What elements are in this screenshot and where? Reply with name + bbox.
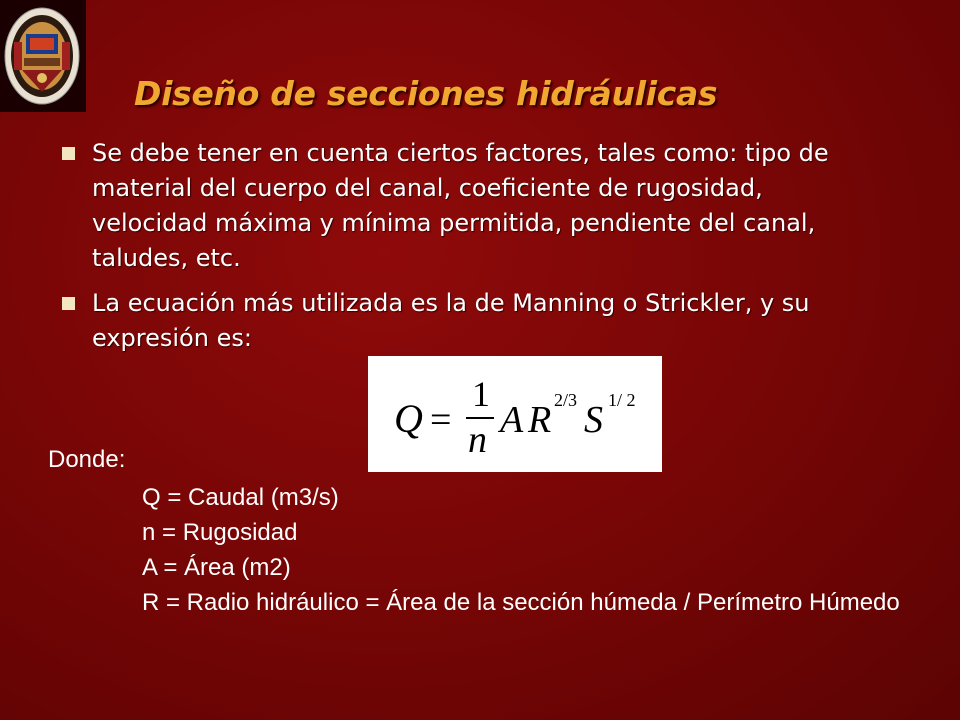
definition-list — [142, 480, 902, 620]
definition-item: R = Radio hidráulico = Área de la sección húmeda / Perímetro Húmedo — [142, 589, 900, 616]
bullet-item — [62, 136, 882, 276]
definition-item: A = Área (m2) — [142, 554, 291, 581]
square-bullet-icon — [62, 297, 75, 310]
donde-label: Donde: — [48, 446, 126, 473]
formula-a: A — [500, 399, 524, 441]
formula-denominator: n — [468, 419, 487, 461]
bullet-text: Se debe tener en cuenta ciertos factores, tales como: tipo de material del cuerpo del canal, coeficiente de rugosidad, velocidad máxima y mínima permitida, pendiente del canal, taludes, etc. — [92, 139, 829, 272]
formula-numerator: 1 — [472, 374, 490, 414]
formula-lhs: Q — [394, 396, 423, 441]
manning-formula — [368, 356, 662, 472]
formula-s: S — [584, 399, 603, 441]
definition-item: n = Rugosidad — [142, 519, 298, 546]
formula-r: R — [528, 399, 552, 441]
bullet-list — [62, 136, 882, 356]
formula-r-exponent: 2/3 — [554, 390, 578, 410]
formula-equals: = — [430, 399, 452, 441]
slide-title: Diseño de secciones hidráulicas — [134, 74, 718, 113]
square-bullet-icon — [62, 147, 75, 160]
bullet-text: La ecuación más utilizada es la de Manning o Strickler, y su expresión es: — [92, 289, 810, 352]
bullet-item — [62, 286, 882, 356]
definition-item: Q = Caudal (m3/s) — [142, 484, 339, 511]
university-seal-logo — [0, 0, 86, 112]
formula-s-exponent: 1/ 2 — [608, 390, 636, 410]
